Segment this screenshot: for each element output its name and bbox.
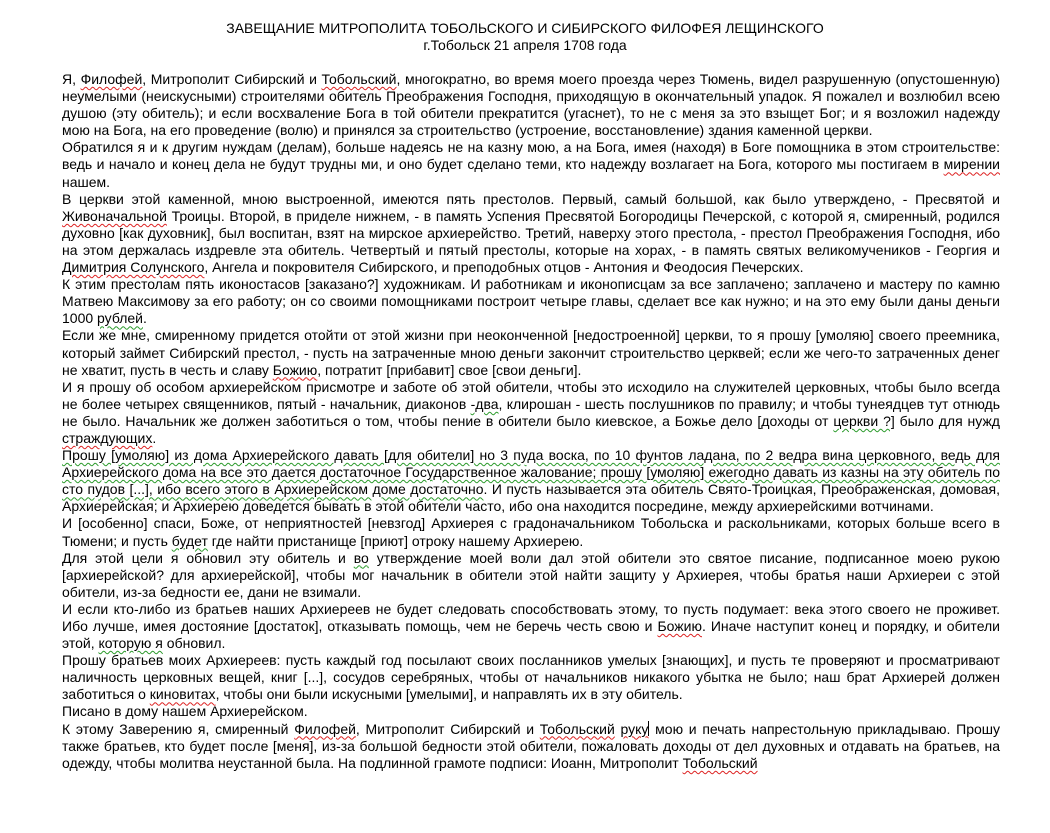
paragraph-2 <box>62 139 1000 190</box>
spellcheck-word: Филофей <box>80 71 143 87</box>
spellcheck-word: Тобольский <box>321 71 397 87</box>
grammar-word: во <box>353 549 369 566</box>
title-block <box>0 0 1050 54</box>
spellcheck-word: Филофей <box>294 720 356 737</box>
paragraph-10 <box>62 601 1000 652</box>
text-run: обновил. <box>162 635 226 652</box>
spellcheck-word: мирении <box>943 156 1000 173</box>
text-run: Троицы. Второй, в приделе нижнем, - в память Успения Пресвятой Богородицы Печерской, с которой я, смиренный, родился духовно [как духовник], был воспитан, взят на мирское архиерейство. Третий, наверху этого престола, - престол Преображения Господня, ибо на этом держалась издревле эта обитель. Четвертый и пятый престолы, которые на хорах, - в память святых великомучеников - Георгия и <box>62 207 1000 258</box>
text-run: Обратился я и к другим нуждам (делам), больше надеясь не на казну мою, а на Бога, имея (находя) в Боге помощника в этом строительстве: ведь и начало и конец дела не будут трудны ми, и оно будет сделано теми, кто надежду возлагает на Бога, которого мы постигаем в <box>62 139 1000 173</box>
grammar-word: которую я <box>98 635 163 652</box>
text-run: нашем. <box>62 173 111 190</box>
text-run: утверждение моей воли дал этой обители это святое писание, подписанное моею рукою [архиерейской? для архиерейской], чтобы мог начальник в обители этой найти защиту у Архиерея, чтобы братья наши Архиереи с этой обители, из-за бедности ее, дани не взимали. <box>62 549 1000 600</box>
text-run: , Митрополит Сибирский и <box>142 71 322 87</box>
text-run: , многократно, во время моего проезда через Тюмень, видел разрушенную (опустошенную) неумелыми (неискусными) строителями обитель Преображения Господня, приходящую в окончательный упадок. Я пожалел и возлюбил всею душою (эту обитель); и если восхваление Бога в той обители прекратится (угаснет), то не с меня за это взыщет Бог; и я возложил надежду мою на Бога, на его проведение (волю) и принялся за строительство (устроение, восстановление) здания каменной церкви. <box>62 71 1000 139</box>
spellcheck-word: Тобольский <box>539 720 615 737</box>
text-run: , Ангела и покровителя Сибирского, и преподобных отцов - Антония и Феодосия Печерских. <box>204 259 804 276</box>
spellcheck-word: Живоначальной <box>62 207 167 224</box>
paragraph-13 <box>62 721 1000 772</box>
grammar-word: будет <box>171 532 208 549</box>
spellcheck-word: руку <box>620 720 649 737</box>
text-run: мою и печать напрестольную прикладываю. Прошу также братьев, кто будет после [меня], из-за большой бедности этой обители, пожаловать доходы от дел духовных и отдавать на братьев, на одежду, чтобы молитва неустанной была. На подлинной грамоте подписи: Иоанн, Митрополит <box>62 720 1000 771</box>
paragraph-4 <box>62 276 1000 327</box>
text-run: Писано в дому нашем Архиерейском. <box>62 703 308 720</box>
text-run: , потратит [прибавит] свое [свои деньги]. <box>317 361 582 378</box>
text-run: . <box>143 310 147 327</box>
paragraph-11 <box>62 652 1000 703</box>
paragraph-7 <box>62 447 1000 515</box>
text-run: Для этой цели я обновил эту обитель и <box>62 549 354 566</box>
spellcheck-word: киновитах <box>149 686 216 703</box>
spellcheck-word: Димитрия Солунского <box>62 259 205 276</box>
grammar-word: церкви ?] <box>833 412 895 429</box>
text-run: . <box>152 429 157 446</box>
text-run: где найти пристанище [приют] отроку нашему Архиерею. <box>207 532 584 549</box>
document-subtitle: г.Тобольск 21 апреля 1708 года <box>423 37 627 53</box>
spellcheck-word: Божию <box>657 618 702 634</box>
spellcheck-word: страждующих <box>62 429 153 446</box>
document-body[interactable] <box>62 71 1000 772</box>
paragraph-1 <box>62 71 1000 139</box>
paragraph-8 <box>62 515 1000 549</box>
text-run: , клирошан - шесть послушников по правилу; и чтобы тунеядцев тут отнюдь не было. Начальник же должен заботиться о том, чтобы пение в обители было киевское, а Божье дело [доходы от <box>62 395 1000 429</box>
text-run: К этому Заверению я, смиренный <box>62 720 295 737</box>
grammar-word: -два <box>470 395 499 412</box>
paragraph-9 <box>62 550 1000 601</box>
text-run: Прошу братьев моих Архиереев: пусть каждый год посылают своих посланников умелых [знающих], и пусть те проверяют и просматривают наличность церковных вещей, книг [...], сосудов серебряных, чтобы от начальников никакого убытка не было; наш брат Архиерей должен заботиться о <box>62 652 1000 703</box>
paragraph-6 <box>62 379 1000 447</box>
paragraph-5 <box>62 327 1000 378</box>
text-run: . И пусть называется эта обитель Свято-Троицкая, Преображенская, домовая, Архиерейская; и Архиерею доведется бывать в этой обители часто, ибо она находится посредине, между архиерейскими вотчинами. <box>62 481 1000 515</box>
text-run: И если кто-либо из братьев наших Архиереев не будет следовать способствовать этому, то пусть подумает: века этого своего не проживет. Ибо лучше, имея достояние [достаток], отказывать помощь, чем не беречь честь свою и <box>62 600 1000 634</box>
text-run: И я прошу об особом архиерейском присмотре и заботе об этой обители, чтобы это исходило на служителей церковных, чтобы было всегда не более четырех священников, пятый - начальник, диаконов <box>62 378 1000 412</box>
text-run: И [особенно] спаси, Боже, от неприятностей [невзгод] Архиерея с градоначальником Тобольска и раскольниками, которых больше всего в Тюмени; и пусть <box>62 515 1000 549</box>
paragraph-3 <box>62 191 1000 276</box>
text-run: Я, <box>62 71 81 87</box>
paragraph-12 <box>62 703 1000 720</box>
grammar-phrase: Прошу [умоляю] из дома Архиерейского давать [для обители] но 3 пуда воска, по 10 фунтов ладана, по 2 ведра вина церковного, ведь для Архиерейского дома на все это дается достаточное Государственное жалование; прошу [умоляю] ежегодно давать из казны на эту обитель по сто пудов [...], ибо всего этого в Архиерейском доме достаточно <box>62 447 1000 498</box>
text-run: , Митрополит Сибирский и <box>355 720 540 737</box>
text-run: , чтобы они были искусными [умелыми], и направлять их в эту обитель. <box>215 686 683 703</box>
spellcheck-word: Божию <box>272 361 318 378</box>
document-title: ЗАВЕЩАНИЕ МИТРОПОЛИТА ТОБОЛЬСКОГО И СИБИРСКОГО ФИЛОФЕЯ ЛЕЩИНСКОГО <box>226 20 824 36</box>
text-run: Если же мне, смиренному придется отойти от этой жизни при неоконченной [недостроенной] церкви, то я прошу [умоляю] своего преемника, который займет Сибирский престол, - пусть на затраченные мною деньги закончит строительство церквей; если же чего-то затраченных денег не хватит, пусть в честь и славу <box>62 327 1000 378</box>
spellcheck-word: Тобольский <box>682 754 758 771</box>
text-run: К этим престолам пять иконостасов [заказано?] художникам. И работникам и иконописцам за все заплачено; заплачено и мастеру по камню Матвею Максимову за его работу; он со своими помощниками построит четыре главы, сделает все как нужно; и на это ему были даны деньги 1000 <box>62 276 1000 327</box>
text-run: было для нужд <box>894 412 1000 429</box>
text-run: . Иначе наступит конец и порядку, и обители этой, <box>62 618 1001 652</box>
text-run: В церкви этой каменной, мною выстроенной, имеются пять престолов. Первый, самый большой, как было утверждено, - Пресвятой и <box>62 190 1000 207</box>
grammar-word: рублей <box>97 310 143 327</box>
